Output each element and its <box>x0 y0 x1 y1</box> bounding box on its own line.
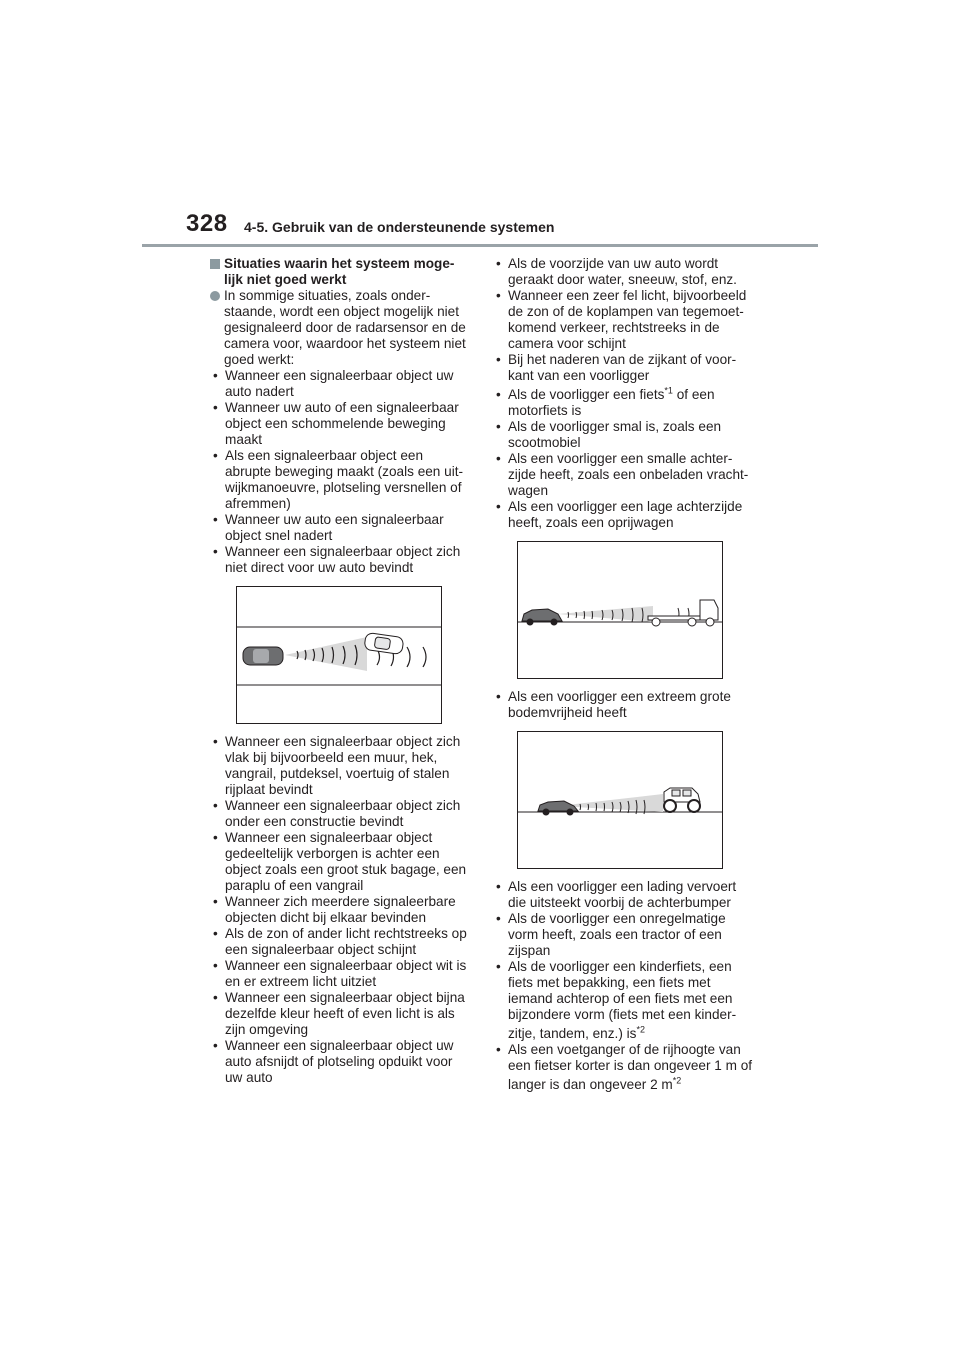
list-item: • Als een voorligger een extreem grote bodemvrijheid heeft <box>493 689 755 721</box>
list-item: • Wanneer uw auto een signaleerbaar object snel nadert <box>210 512 472 544</box>
list-item: • Wanneer uw auto of een signaleerbaar object een schommelende beweging maakt <box>210 400 472 448</box>
page-number: 328 <box>186 210 228 237</box>
own-car-icon <box>243 647 283 665</box>
bullet-list <box>493 879 755 1093</box>
circle-bullet-icon <box>210 291 220 301</box>
bullet-list <box>493 256 755 531</box>
chapter-title: 4-5. Gebruik van de ondersteunende systemen <box>244 219 555 235</box>
list-item: • Als de voorligger een onregelmatige vorm heeft, zoals een tractor of een zijspan <box>493 911 755 959</box>
left-column <box>210 256 472 1086</box>
list-item: • Wanneer een signaleerbaar object uw auto nadert <box>210 368 472 400</box>
list-item: • Wanneer zich meerdere signaleerbare objecten dicht bij elkaar bevinden <box>210 894 472 926</box>
list-item: • Als een voetganger of de rijhoogte van een fietser korter is dan ongeveer 1 m of langer is dan ongeveer 2 $m^{*2}$ <box>493 1042 755 1093</box>
section-heading: Situaties waarin het systeem moge- lijk niet goed werkt <box>210 256 472 288</box>
bullet-list <box>493 689 755 721</box>
list-item: • Als de voorzijde van uw auto wordt geraakt door water, sneeuw, stof, enz. <box>493 256 755 288</box>
suv-icon <box>664 788 700 812</box>
own-car-icon <box>522 609 562 626</box>
list-item: • Wanneer een signaleerbaar object zich onder een constructie bevindt <box>210 798 472 830</box>
figure-offset-object <box>236 586 442 724</box>
list-item: • Als een voorligger een smalle achter- zijde heeft, zoals een onbeladen vracht- wagen <box>493 451 755 499</box>
own-car-icon <box>538 801 578 816</box>
list-item: • Wanneer een signaleerbaar object uw auto afsnijdt of plotseling opduikt voor uw auto <box>210 1038 472 1086</box>
list-item: • Als een voorligger een lading vervoert die uitsteekt voorbij de achterbumper <box>493 879 755 911</box>
list-item: • Als de voorligger een kinderfiets, een fiets met bepakking, een fiets met iemand achterop of een fiets met een bijzondere vorm (fiets met een kinder- zitje, tandem, enz.) $is^{*2}$ <box>493 959 755 1042</box>
list-item: • Als een voorligger een lage achterzijde heeft, zoals een oprijwagen <box>493 499 755 531</box>
list-item: • Wanneer een signaleerbaar object gedeeltelijk verborgen is achter een object zoals een groot stuk bagage, een paraplu of een vangrail <box>210 830 472 894</box>
square-bullet-icon <box>210 259 220 269</box>
figure-high-clearance <box>517 731 723 869</box>
bullet-list <box>210 368 472 576</box>
list-item: • Wanneer een signaleerbaar object wit is en er extreem licht uitziet <box>210 958 472 990</box>
list-item: • Wanneer een signaleerbaar object zich niet direct voor uw auto bevindt <box>210 544 472 576</box>
target-car-icon <box>364 632 404 654</box>
list-item: • Wanneer een signaleerbaar object zich vlak bij bijvoorbeeld een muur, hek, vangrail, putdeksel, voertuig of stalen rijplaat bevindt <box>210 734 472 798</box>
list-item: • Als de voorligger smal is, zoals een scootmobiel <box>493 419 755 451</box>
list-item: • Wanneer een zeer fel licht, bijvoorbeeld de zon of de koplampen van tegemoet- komend verkeer, rechtstreeks in de camera voor schijnt <box>493 288 755 352</box>
list-item: • Bij het naderen van de zijkant of voor- kant van een voorligger <box>493 352 755 384</box>
right-column <box>493 256 755 1093</box>
bullet-list <box>210 734 472 1086</box>
figure-low-rear-truck <box>517 541 723 679</box>
header-rule <box>142 244 818 247</box>
list-item: • Als de voorligger een fiets$^{*1}$ of een motorfiets is <box>493 387 755 419</box>
intro-paragraph: In sommige situaties, zoals onder- staande, wordt een object mogelijk niet gesignaleerd door de radarsensor en de camera voor, waardoor het systeem niet goed werkt: <box>210 288 472 368</box>
list-item: • Als een signaleerbaar object een abrupte beweging maakt (zoals een uit- wijkmanoeuvre, plotseling versnellen of afremmen) <box>210 448 472 512</box>
list-item: • Als de zon of ander licht rechtstreeks op een signaleerbaar object schijnt <box>210 926 472 958</box>
list-item: • Wanneer een signaleerbaar object bijna dezelfde kleur heeft of even licht is als zijn omgeving <box>210 990 472 1038</box>
